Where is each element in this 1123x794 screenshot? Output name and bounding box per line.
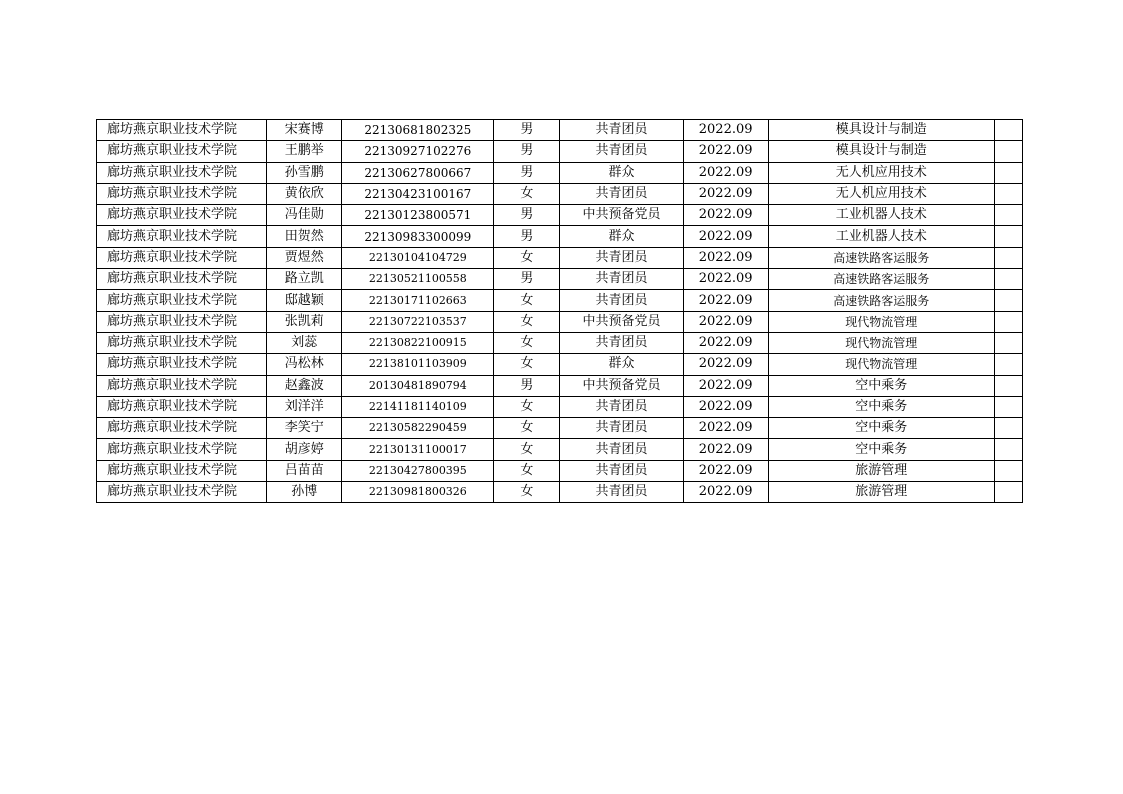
extra-cell [994,269,1022,290]
gender-cell: 女 [494,482,560,503]
enrollment-date-cell: 2022.09 [683,269,768,290]
name-cell: 刘蕊 [267,332,342,353]
table-row [97,269,1023,290]
student-id-cell: 22130981800326 [342,482,494,503]
political-status-cell: 共青团员 [560,120,683,141]
student-id-cell: 22130681802325 [342,120,494,141]
gender-cell: 女 [494,396,560,417]
enrollment-date-cell: 2022.09 [683,311,768,332]
school-cell: 廊坊燕京职业技术学院 [97,311,267,332]
extra-cell [994,396,1022,417]
major-cell: 空中乘务 [768,396,994,417]
table-row [97,162,1023,183]
political-status-cell: 群众 [560,162,683,183]
table-row [97,205,1023,226]
school-cell: 廊坊燕京职业技术学院 [97,269,267,290]
table-row [97,311,1023,332]
enrollment-date-cell: 2022.09 [683,162,768,183]
major-cell: 现代物流管理 [768,332,994,353]
student-id-cell: 22130123800571 [342,205,494,226]
name-cell: 贾煜然 [267,247,342,268]
school-cell: 廊坊燕京职业技术学院 [97,439,267,460]
political-status-cell: 中共预备党员 [560,311,683,332]
extra-cell [994,311,1022,332]
student-id-cell: 22130104104729 [342,247,494,268]
gender-cell: 男 [494,162,560,183]
student-id-cell: 22130722103537 [342,311,494,332]
political-status-cell: 共青团员 [560,141,683,162]
table-row [97,120,1023,141]
name-cell: 王鹏举 [267,141,342,162]
extra-cell [994,247,1022,268]
enrollment-date-cell: 2022.09 [683,460,768,481]
school-cell: 廊坊燕京职业技术学院 [97,247,267,268]
enrollment-date-cell: 2022.09 [683,141,768,162]
major-cell: 无人机应用技术 [768,183,994,204]
major-cell: 现代物流管理 [768,311,994,332]
table-row [97,141,1023,162]
student-id-cell: 22141181140109 [342,396,494,417]
political-status-cell: 共青团员 [560,247,683,268]
enrollment-date-cell: 2022.09 [683,439,768,460]
gender-cell: 女 [494,290,560,311]
political-status-cell: 共青团员 [560,396,683,417]
extra-cell [994,183,1022,204]
enrollment-date-cell: 2022.09 [683,418,768,439]
gender-cell: 女 [494,460,560,481]
major-cell: 空中乘务 [768,439,994,460]
political-status-cell: 群众 [560,226,683,247]
student-id-cell: 22130927102276 [342,141,494,162]
major-cell: 空中乘务 [768,418,994,439]
student-id-cell: 22130983300099 [342,226,494,247]
table-row [97,247,1023,268]
political-status-cell: 中共预备党员 [560,375,683,396]
name-cell: 孙博 [267,482,342,503]
table-row [97,354,1023,375]
table-row [97,418,1023,439]
extra-cell [994,375,1022,396]
gender-cell: 女 [494,183,560,204]
enrollment-date-cell: 2022.09 [683,120,768,141]
table-row [97,396,1023,417]
name-cell: 胡彦婷 [267,439,342,460]
school-cell: 廊坊燕京职业技术学院 [97,290,267,311]
name-cell: 邸越颖 [267,290,342,311]
school-cell: 廊坊燕京职业技术学院 [97,205,267,226]
school-cell: 廊坊燕京职业技术学院 [97,332,267,353]
gender-cell: 女 [494,332,560,353]
major-cell: 空中乘务 [768,375,994,396]
enrollment-date-cell: 2022.09 [683,290,768,311]
extra-cell [994,354,1022,375]
name-cell: 田贺然 [267,226,342,247]
student-id-cell: 22130627800667 [342,162,494,183]
extra-cell [994,460,1022,481]
extra-cell [994,439,1022,460]
table-body [97,120,1023,503]
extra-cell [994,418,1022,439]
name-cell: 刘洋洋 [267,396,342,417]
extra-cell [994,290,1022,311]
enrollment-date-cell: 2022.09 [683,247,768,268]
school-cell: 廊坊燕京职业技术学院 [97,162,267,183]
major-cell: 高速铁路客运服务 [768,247,994,268]
school-cell: 廊坊燕京职业技术学院 [97,141,267,162]
gender-cell: 男 [494,120,560,141]
gender-cell: 男 [494,226,560,247]
name-cell: 孙雪鹏 [267,162,342,183]
enrollment-date-cell: 2022.09 [683,226,768,247]
name-cell: 吕苗苗 [267,460,342,481]
enrollment-date-cell: 2022.09 [683,354,768,375]
student-id-cell: 20130481890794 [342,375,494,396]
name-cell: 黄依欣 [267,183,342,204]
table-row [97,375,1023,396]
enrollment-date-cell: 2022.09 [683,482,768,503]
name-cell: 冯松林 [267,354,342,375]
major-cell: 旅游管理 [768,482,994,503]
gender-cell: 男 [494,269,560,290]
gender-cell: 女 [494,311,560,332]
major-cell: 工业机器人技术 [768,205,994,226]
extra-cell [994,226,1022,247]
extra-cell [994,162,1022,183]
gender-cell: 女 [494,354,560,375]
major-cell: 模具设计与制造 [768,120,994,141]
enrollment-date-cell: 2022.09 [683,396,768,417]
enrollment-date-cell: 2022.09 [683,332,768,353]
table-row [97,226,1023,247]
political-status-cell: 共青团员 [560,482,683,503]
extra-cell [994,141,1022,162]
student-id-cell: 22138101103909 [342,354,494,375]
gender-cell: 女 [494,439,560,460]
major-cell: 无人机应用技术 [768,162,994,183]
political-status-cell: 共青团员 [560,418,683,439]
gender-cell: 女 [494,418,560,439]
student-id-cell: 22130171102663 [342,290,494,311]
extra-cell [994,482,1022,503]
table-row [97,290,1023,311]
enrollment-date-cell: 2022.09 [683,375,768,396]
political-status-cell: 共青团员 [560,290,683,311]
gender-cell: 女 [494,247,560,268]
political-status-cell: 共青团员 [560,439,683,460]
student-id-cell: 22130521100558 [342,269,494,290]
school-cell: 廊坊燕京职业技术学院 [97,396,267,417]
major-cell: 现代物流管理 [768,354,994,375]
political-status-cell: 共青团员 [560,269,683,290]
extra-cell [994,120,1022,141]
school-cell: 廊坊燕京职业技术学院 [97,375,267,396]
gender-cell: 男 [494,205,560,226]
school-cell: 廊坊燕京职业技术学院 [97,183,267,204]
school-cell: 廊坊燕京职业技术学院 [97,354,267,375]
major-cell: 工业机器人技术 [768,226,994,247]
name-cell: 路立凯 [267,269,342,290]
political-status-cell: 共青团员 [560,332,683,353]
political-status-cell: 共青团员 [560,460,683,481]
name-cell: 赵鑫波 [267,375,342,396]
political-status-cell: 群众 [560,354,683,375]
major-cell: 高速铁路客运服务 [768,269,994,290]
student-id-cell: 22130131100017 [342,439,494,460]
student-id-cell: 22130423100167 [342,183,494,204]
extra-cell [994,205,1022,226]
school-cell: 廊坊燕京职业技术学院 [97,460,267,481]
enrollment-date-cell: 2022.09 [683,183,768,204]
gender-cell: 男 [494,375,560,396]
major-cell: 高速铁路客运服务 [768,290,994,311]
table-row [97,332,1023,353]
school-cell: 廊坊燕京职业技术学院 [97,226,267,247]
name-cell: 张凯莉 [267,311,342,332]
name-cell: 冯佳勋 [267,205,342,226]
extra-cell [994,332,1022,353]
table-row [97,183,1023,204]
school-cell: 廊坊燕京职业技术学院 [97,482,267,503]
student-id-cell: 22130427800395 [342,460,494,481]
student-table [96,119,1023,503]
enrollment-date-cell: 2022.09 [683,205,768,226]
name-cell: 李笑宁 [267,418,342,439]
student-id-cell: 22130822100915 [342,332,494,353]
political-status-cell: 中共预备党员 [560,205,683,226]
school-cell: 廊坊燕京职业技术学院 [97,418,267,439]
major-cell: 模具设计与制造 [768,141,994,162]
name-cell: 宋赛博 [267,120,342,141]
major-cell: 旅游管理 [768,460,994,481]
table-row [97,439,1023,460]
table-row [97,482,1023,503]
school-cell: 廊坊燕京职业技术学院 [97,120,267,141]
table-row [97,460,1023,481]
student-id-cell: 22130582290459 [342,418,494,439]
gender-cell: 男 [494,141,560,162]
political-status-cell: 共青团员 [560,183,683,204]
